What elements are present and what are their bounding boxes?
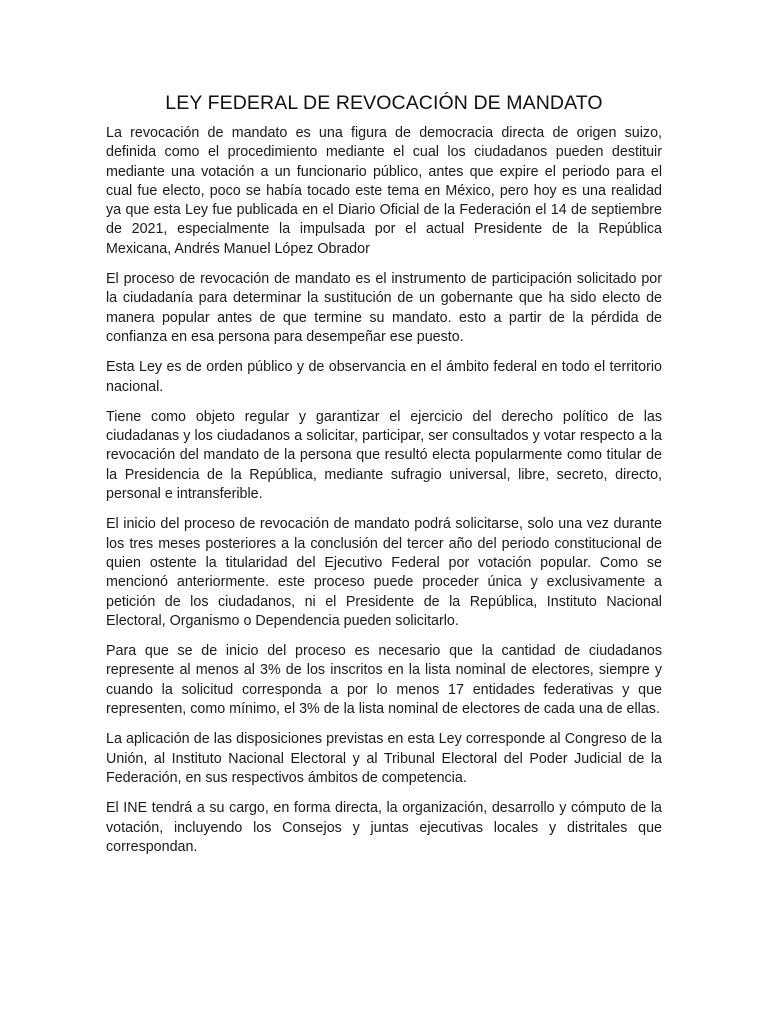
paragraph-objective: Tiene como objeto regular y garantizar el ejercicio del derecho político de las ciudadanas y los ciudadanos a solicitar, participar, ser consultados y votar respecto a la revocación del mandato de la persona que resultó electa popularmente como titular de la Presidencia de la República, mediante sufragio universal, libre, secreto, directo, personal e intransferible. xyxy=(106,408,662,503)
document-page xyxy=(106,90,662,868)
paragraph-requirements: Para que se de inicio del proceso es necesario que la cantidad de ciudadanos represente al menos al 3% de los inscritos en la lista nominal de electores, siempre y cuando la solicitud corresponda a por lo menos 17 entidades federativas y que representen, como mínimo, el 3% de la lista nominal de electores de cada una de ellas. xyxy=(106,643,662,718)
paragraph-instrument: El proceso de revocación de mandato es el instrumento de participación solicitado por la ciudadanía para determinar la sustitución de un gobernante que ha sido electo de manera popular antes de que termine su mandato. esto a partir de la pérdida de confianza en esa persona para desempeñar ese puesto. xyxy=(106,271,662,345)
paragraph-definition: La revocación de mandato es una figura de democracia directa de origen suizo, definida como el procedimiento mediante el cual los ciudadanos pueden destituir mediante una votación a un funcionario público, antes que expire el periodo para el cual fue electo, poco se había tocado este tema en México, pero hoy es una realidad ya que esta Ley fue publicada en el Diario Oficial de la Federación el 14 de septiembre de 2021, especialmente la impulsada por el actual Presidente de la República Mexicana, Andrés Manuel López Obrador xyxy=(106,125,662,257)
document-title: LEY FEDERAL DE REVOCACIÓN DE MANDATO xyxy=(165,92,603,114)
paragraph-application: La aplicación de las disposiciones previstas en esta Ley corresponde al Congreso de la Unión, al Instituto Nacional Electoral y al Tribunal Electoral del Poder Judicial de la Federación, en sus respectivos ámbitos de competencia. xyxy=(106,731,662,786)
paragraph-public-order: Esta Ley es de orden público y de observancia en el ámbito federal en todo el territorio nacional. xyxy=(106,359,662,395)
paragraph-ine: El INE tendrá a su cargo, en forma directa, la organización, desarrollo y cómputo de la votación, incluyendo los Consejos y juntas ejecutivas locales y distritales que correspondan. xyxy=(106,800,662,855)
paragraph-start-process: El inicio del proceso de revocación de mandato podrá solicitarse, solo una vez durante los tres meses posteriores a la conclusión del tercer año del periodo constitucional de quien ostente la titularidad del Ejecutivo Federal por votación popular. Como se mencionó anteriormente. este proceso puede proceder única y exclusivamente a petición de los ciudadanos, ni el Presidente de la República, Instituto Nacional Electoral, Organismo o Dependencia pueden solicitarlo. xyxy=(106,516,662,629)
